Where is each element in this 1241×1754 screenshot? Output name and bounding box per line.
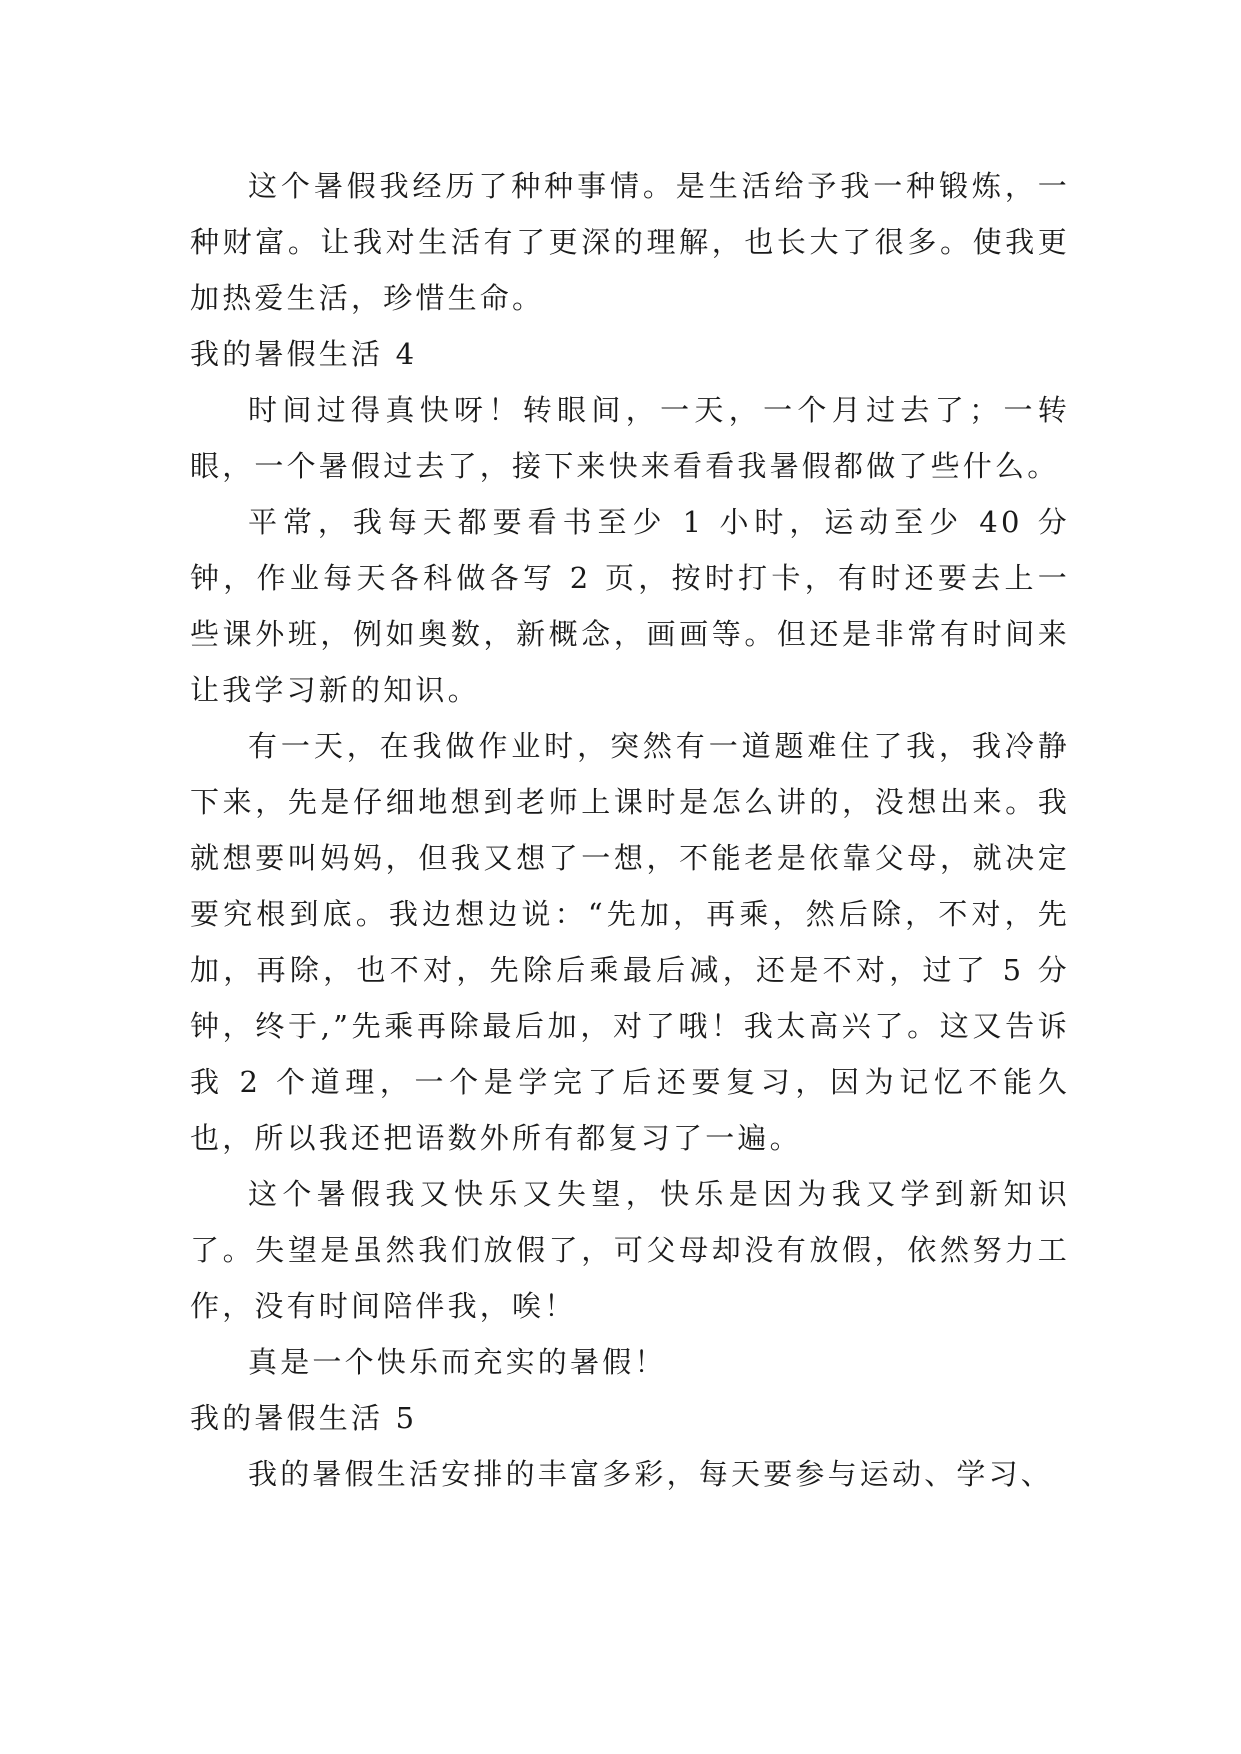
paragraph-daily-routine: 平常，我每天都要看书至少 1 小时，运动至少 40 分钟，作业每天各科做各写 2 页，按时打卡，有时还要去上一些课外班，例如奥数，新概念，画画等。但还是非常有时间来让我学习新的知识。	[190, 505, 1070, 707]
paragraph-summer-plan: 我的暑假生活安排的丰富多彩，每天要参与运动、学习、	[248, 1457, 1054, 1491]
document-page	[190, 158, 1070, 1502]
paragraph-happy-and-disappointed: 这个暑假我又快乐又失望，快乐是因为我又学到新知识了。失望是虽然我们放假了，可父母却没有放假，依然努力工作，没有时间陪伴我，唉！	[190, 1177, 1070, 1323]
paragraph-reflection: 这个暑假我经历了种种事情。是生活给予我一种锻炼，一种财富。让我对生活有了更深的理解，也长大了很多。使我更加热爱生活，珍惜生命。	[190, 169, 1070, 315]
paragraph-conclusion: 真是一个快乐而充实的暑假！	[248, 1345, 667, 1379]
paragraph-homework-story: 有一天，在我做作业时，突然有一道题难住了我，我冷静下来，先是仔细地想到老师上课时是怎么讲的，没想出来。我就想要叫妈妈，但我又想了一想，不能老是依靠父母，就决定要究根到底。我边想边说：“先加，再乘，然后除，不对，先加，再除，也不对，先除后乘最后减，还是不对，过了 5 分钟，终于,”先乘再除最后加，对了哦！我太高兴了。这又告诉我 2 个道理，一个是学完了后还要复习，因为记忆不能久也，所以我还把语数外所有都复习了一遍。	[190, 729, 1070, 1155]
essay-title-4: 我的暑假生活 4	[190, 337, 418, 371]
paragraph-time-flies: 时间过得真快呀！转眼间，一天，一个月过去了；一转眼，一个暑假过去了，接下来快来看看我暑假都做了些什么。	[190, 393, 1070, 483]
essay-title-5: 我的暑假生活 5	[190, 1401, 418, 1435]
